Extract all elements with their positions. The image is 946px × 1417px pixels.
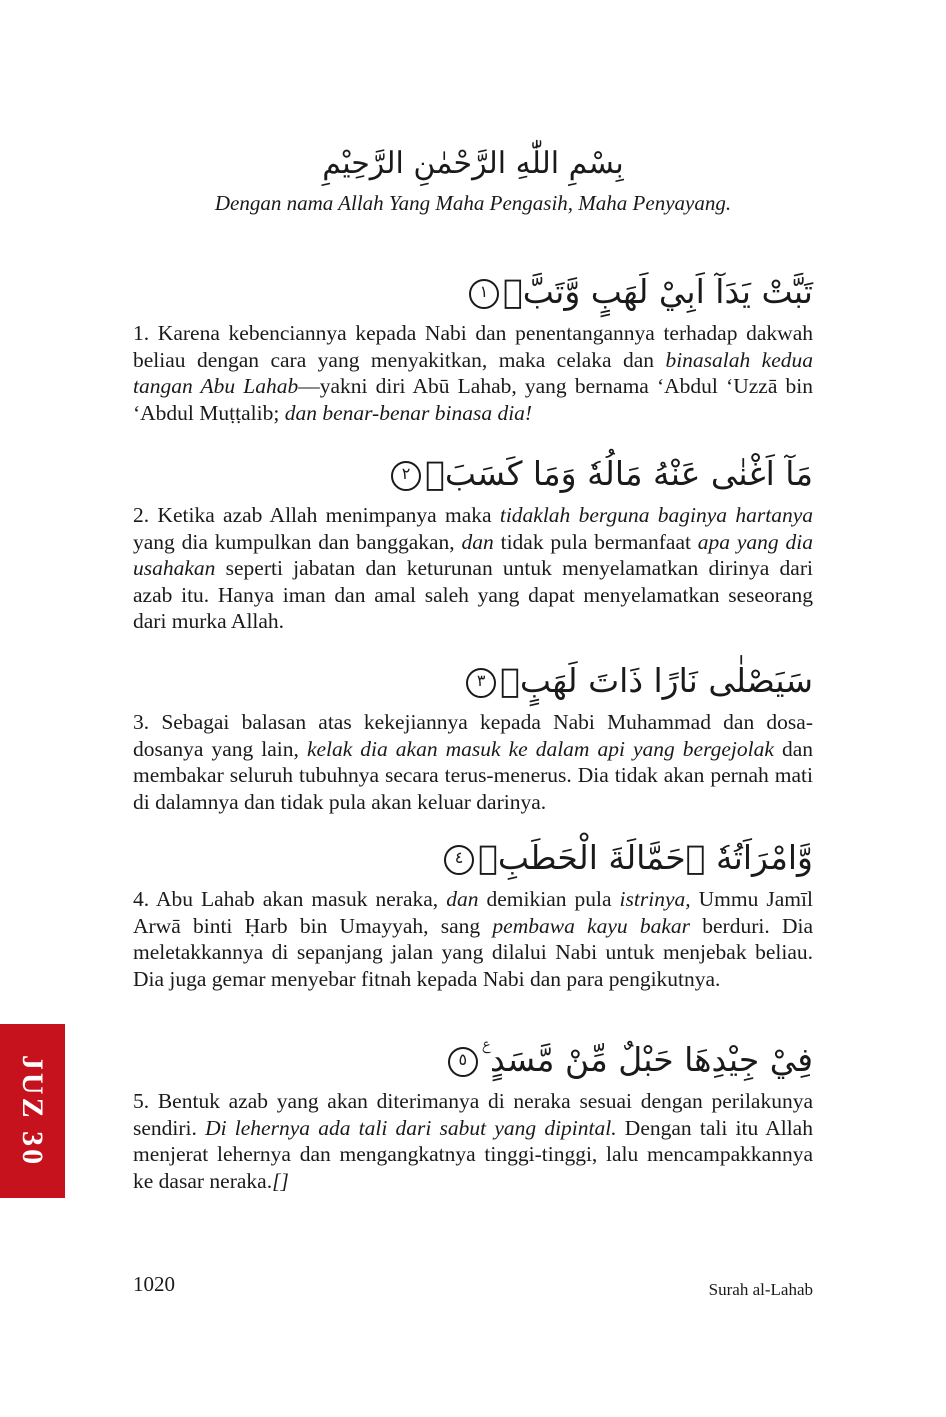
commentary-text: —yakni diri Abū Lahab, yang bernama ‘Abdul ‘Uzzā bin ‘Abdul Muṭṭalib;	[133, 374, 813, 425]
verse-1	[133, 268, 813, 426]
juz-label: JUZ 30	[16, 1054, 49, 1168]
ayah-number-marker: ٥	[448, 1047, 478, 1077]
verse-1-arabic	[133, 268, 813, 316]
commentary-quote: kelak dia akan masuk ke dalam api yang bergejolak	[306, 736, 774, 761]
verse-1-commentary	[133, 320, 813, 426]
commentary-quote: istrinya,	[619, 887, 691, 911]
verse-2-commentary	[133, 502, 813, 635]
commentary-quote: dan	[461, 529, 494, 554]
verse-5-arabic-text: فِيْ جِيْدِهَا حَبْلٌ مِّنْ مَّسَدٍ ࣖ	[481, 1040, 813, 1079]
commentary-quote: Di lehernya ada tali dari sabut yang dipintal.	[205, 1115, 617, 1140]
ayah-number-marker: ٣	[466, 668, 496, 698]
ayah-number-marker: ١	[469, 279, 499, 309]
verse-5-commentary	[133, 1088, 813, 1194]
ayah-number-marker: ٤	[444, 845, 474, 875]
verse-3-arabic	[133, 657, 813, 705]
commentary-quote: dan	[446, 887, 479, 911]
verse-2	[133, 450, 813, 635]
verse-2-arabic	[133, 450, 813, 498]
verse-5	[133, 1036, 813, 1194]
verse-3-commentary	[133, 709, 813, 815]
page-number: 1020	[133, 1272, 175, 1296]
commentary-text: Dengan tali itu Allah menjerat lehernya dan mengangkatnya tinggi-tinggi, lalu mencampakkannya ke dasar neraka.	[133, 1115, 813, 1193]
verse-3-arabic-text: سَيَصْلٰى نَارًا ذَاتَ لَهَبٍۙ	[500, 661, 813, 700]
verse-4-arabic-text: وَّامْرَاَتُهٗ ۗحَمَّالَةَ الْحَطَبِۚ	[478, 838, 813, 877]
verse-4-commentary	[133, 886, 813, 992]
verse-2-arabic-text: مَآ اَغْنٰى عَنْهُ مَالُهٗ وَمَا كَسَبَۗ	[425, 454, 813, 493]
commentary-quote: pembawa kayu bakar	[492, 913, 691, 938]
commentary-quote: tidaklah berguna baginya hartanya	[499, 503, 813, 527]
commentary-text: tidak pula bermanfaat	[493, 529, 698, 554]
running-footer-surah: Surah al-Lahab	[708, 1280, 813, 1299]
commentary-text: berduri. Dia meletakkannya di sepanjang jalan yang dilalui Nabi untuk menjebak beliau. Dia juga gemar menyebar fitnah kepada Nabi dan para pengikutnya.	[133, 913, 814, 991]
end-mark: []	[272, 1168, 289, 1193]
basmalah-translation: Dengan nama Allah Yang Maha Pengasih, Maha Penyayang.	[214, 191, 732, 215]
commentary-quote: binasalah kedua tangan Abu Lahab	[133, 347, 813, 398]
verse-4	[133, 834, 813, 992]
commentary-text: 5. Bentuk azab yang akan diterimanya di neraka sesuai dengan perilakunya sendiri.	[133, 1089, 813, 1140]
commentary-text: 1. Karena kebenciannya kepada Nabi dan penentangannya terhadap dakwah beliau dengan cara yang menyakitkan, maka celaka dan	[133, 321, 813, 372]
commentary-quote: dan benar-benar binasa dia!	[284, 400, 533, 425]
commentary-text: yang dia kumpulkan dan banggakan,	[133, 529, 462, 554]
commentary-text: demikian pula	[478, 887, 620, 911]
commentary-text: seperti jabatan dan keturunan untuk menyelamatkan dirinya dari azab itu. Hanya iman dan amal saleh yang dapat menyelamatkan seseorang dari murka Allah.	[133, 556, 813, 633]
commentary-text: 2. Ketika azab Allah menimpanya maka	[133, 503, 500, 527]
commentary-text: 3. Sebagai balasan atas kekejiannya kepada Nabi Muhammad dan dosa-dosanya yang lain,	[133, 710, 813, 761]
commentary-text: Ummu Jamīl Arwā binti Ḥarb bin Umayyah, sang	[133, 887, 813, 938]
verse-5-arabic	[133, 1036, 813, 1084]
verse-3	[133, 657, 813, 815]
verse-1-arabic-text: تَبَّتْ يَدَآ اَبِيْ لَهَبٍ وَّتَبَّۗ	[502, 272, 813, 311]
verse-4-arabic	[133, 834, 813, 882]
commentary-quote: apa yang dia usahakan	[133, 529, 813, 580]
commentary-text: dan membakar seluruh tubuhnya secara terus-menerus. Dia tidak akan pernah mati di dalamnya dan tidak pula akan keluar darinya.	[133, 736, 813, 814]
basmalah-arabic: بِسْمِ اللّٰهِ الرَّحْمٰنِ الرَّحِيْمِ	[322, 146, 624, 181]
ayah-number-marker: ٢	[391, 461, 421, 491]
juz-side-tab	[0, 1024, 65, 1198]
commentary-text: 4. Abu Lahab akan masuk neraka,	[133, 887, 447, 911]
